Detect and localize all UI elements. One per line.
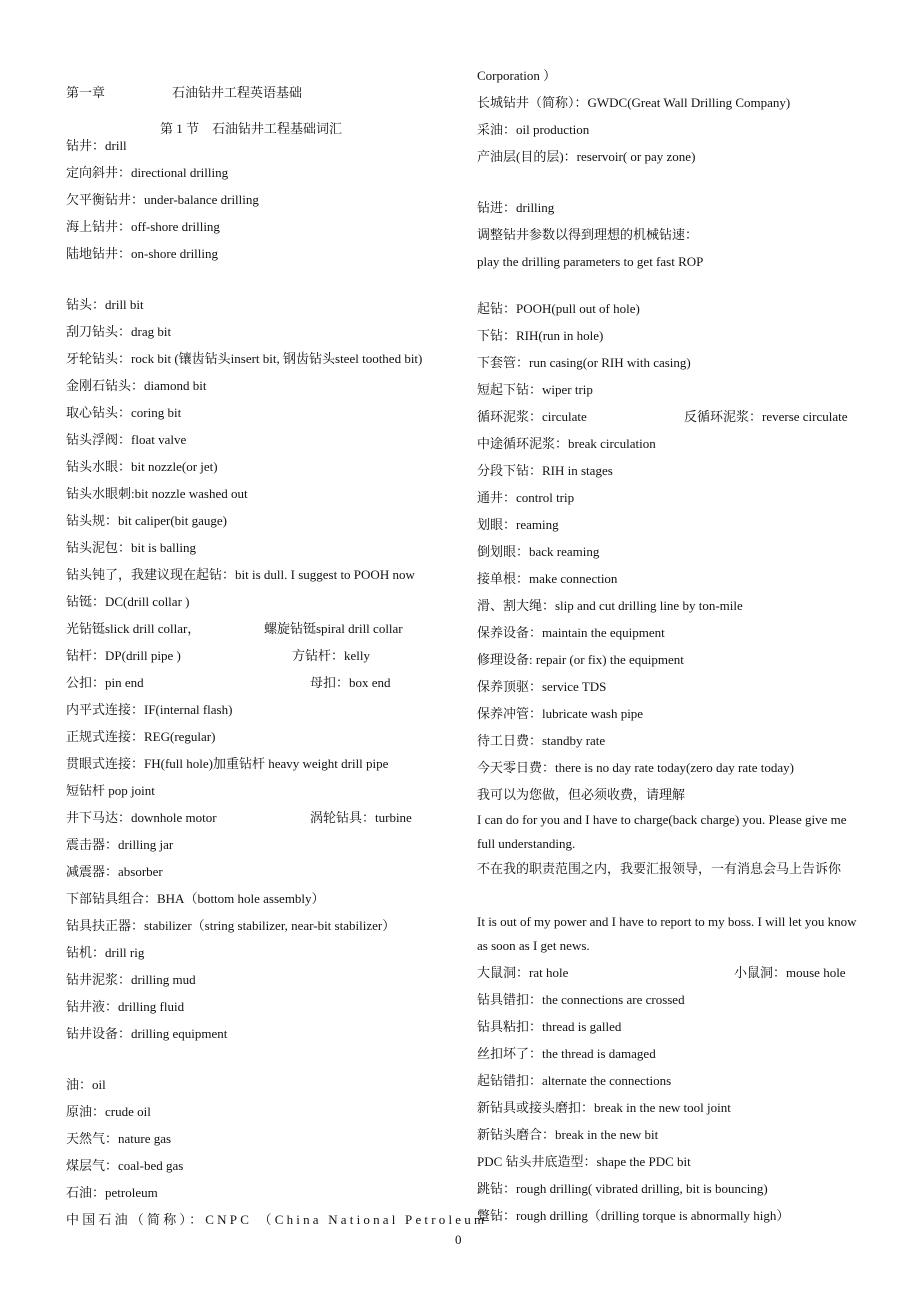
vocab-line [477,1126,658,1143]
vocab-line [477,678,606,695]
line-text: 减震器：absorber [66,864,163,879]
vocab-line [477,327,603,344]
line-text: 钻头水眼刺:bit nozzle washed out [66,486,248,501]
line-text: 井下马达：downhole motor [66,810,217,825]
line-text: 第一章 [66,85,106,100]
vocab-line [66,404,181,421]
line-text: 光钻铤slick drill collar， [66,621,201,636]
vocab-line [66,218,220,235]
line-text-secondary: 螺旋钻铤spiral drill collar [264,621,403,636]
line-text: 不在我的职责范围之内，我要汇报领导，一有消息会马上告诉你 [477,861,842,876]
vocab-line [477,570,617,587]
line-text: 钻铤：DC(drill collar ) [66,594,190,609]
vocab-line [477,543,599,560]
vocab-line [477,624,665,641]
vocab-line [477,408,848,425]
vocab-line [477,516,559,533]
vocab-line [66,728,215,745]
line-text: 短钻杆 pop joint [66,783,155,798]
line-text: 内平式连接：IF(internal flash) [66,702,233,717]
line-text: 钻头浮阀：float valve [66,432,187,447]
line-text: 接单根：make connection [477,571,618,586]
line-text: 钻头水眼：bit nozzle(or jet) [66,459,218,474]
vocab-line [66,917,395,934]
line-text: Corporation ） [477,68,557,83]
line-text: 钻进：drilling [477,200,555,215]
vocab-line [477,597,743,614]
vocab-line [66,890,325,907]
line-text: 起钻错扣：alternate the connections [477,1073,672,1088]
line-text-secondary: 石油钻井工程英语基础 [172,85,303,100]
vocab-line [66,674,391,691]
vocab-line [66,566,415,583]
vocab-line [477,435,656,452]
line-text: play the drilling parameters to get fast ROP [477,254,704,269]
line-text: 正规式连接：REG(regular) [66,729,216,744]
line-text: 钻头：drill bit [66,297,144,312]
vocab-line [477,857,861,881]
line-text: 丝扣坏了：the thread is damaged [477,1046,656,1061]
vocab-line [66,1103,151,1120]
line-text: 取心钻头：coring bit [66,405,182,420]
vocab-line [66,647,370,664]
line-text: 石油：petroleum [66,1185,158,1200]
line-text: 钻井泥浆：drilling mud [66,972,196,987]
vocab-line [477,226,698,243]
vocab-line [66,782,155,799]
vocab-line [66,593,189,610]
chapter-heading [66,84,303,101]
line-text: 油：oil [66,1077,106,1092]
vocab-line [477,808,861,856]
vocab-line [66,944,144,961]
line-text: 金刚石钻头：diamond bit [66,378,207,393]
vocab-line [66,863,163,880]
line-text: 下套管：run casing(or RIH with casing) [477,355,691,370]
vocab-line [66,164,228,181]
line-text: It is out of my power and I have to report to my boss. I will let you know as soon as I get news. [477,914,857,953]
vocab-line [477,1018,621,1035]
section-heading [160,120,342,137]
line-text-secondary: 涡轮钻具：turbine [310,810,412,825]
vocab-line [477,462,613,479]
line-text: 贯眼式连接：FH(full hole)加重钻杆 heavy weight drill pipe [66,756,389,771]
line-text: 定向斜井：directional drilling [66,165,229,180]
line-text: 钻杆：DP(drill pipe ) [66,648,181,663]
line-text: 煤层气：coal-bed gas [66,1158,184,1173]
vocab-line [66,1076,106,1093]
vocab-line [477,1153,691,1170]
line-text: 新钻头磨合：break in the new bit [477,1127,659,1142]
line-text: 钻具错扣：the connections are crossed [477,992,685,1007]
vocab-line [66,998,184,1015]
line-text: 钻井：drill [66,138,127,153]
vocab-line [477,1207,789,1224]
line-text: I can do for you and I have to charge(back charge) you. Please give me full understanding. [477,812,847,851]
vocab-line [66,323,171,340]
vocab-line [477,199,554,216]
vocab-line [477,991,685,1008]
line-text: 调整钻井参数以得到理想的机械钻速： [477,227,699,242]
vocab-line [66,539,196,556]
line-text: 牙轮钻头：rock bit (镶齿钻头insert bit, 钢齿钻头steel toothed bit) [66,351,423,366]
vocab-line [66,377,206,394]
line-text: 公扣：pin end [66,675,144,690]
vocab-line [66,137,127,154]
vocab-line [477,1180,768,1197]
line-text: 下部钻具组合：BHA（bottom hole assembly） [66,891,325,906]
vocab-line [477,489,574,506]
line-text: 钻头规：bit caliper(bit gauge) [66,513,228,528]
line-text: 钻井液：drilling fluid [66,999,185,1014]
vocab-line [477,94,790,111]
line-text: 起钻：POOH(pull out of hole) [477,301,640,316]
line-text-secondary: 母扣：box end [310,675,391,690]
line-text: 中途循环泥浆：break circulation [477,436,656,451]
line-text-secondary: 小鼠洞：mouse hole [734,965,846,980]
line-text-secondary: 反循环泥浆：reverse circulate [684,409,848,424]
page-number: 0 [455,1232,462,1247]
line-text: 我可以为您做，但必须收费，请理解 [477,787,686,802]
vocab-line [66,458,218,475]
line-text: 刮刀钻头：drag bit [66,324,172,339]
line-text: 下钻：RIH(run in hole) [477,328,604,343]
vocab-line [477,759,794,776]
vocab-line [66,836,173,853]
line-text: 中国石油（简称）：CNPC （China National Petroleum [66,1212,488,1227]
line-text-secondary: 方钻杆：kelly [292,648,370,663]
line-text: 短起下钻：wiper trip [477,382,593,397]
vocab-line [66,1157,183,1174]
line-text: 保养冲管：lubricate wash pipe [477,706,644,721]
vocab-line [66,1130,171,1147]
vocab-line [66,701,232,718]
vocab-line [477,148,695,165]
vocab-line [477,1099,731,1116]
line-text: 大鼠洞：rat hole [477,965,569,980]
line-text: 采油：oil production [477,122,590,137]
vocab-line [66,1211,488,1228]
line-text: 蹩钻：rough drilling（drilling torque is abnormally high） [477,1208,790,1223]
line-text: 钻机：drill rig [66,945,145,960]
vocab-line [477,910,861,958]
line-text: 滑、割大绳：slip and cut drilling line by ton-mile [477,598,743,613]
line-text: 震击器：drilling jar [66,837,174,852]
vocab-line [477,732,605,749]
line-text: 海上钻井：off-shore drilling [66,219,220,234]
vocab-line [66,809,412,826]
line-text: 长城钻井（简称）：GWDC(Great Wall Drilling Company) [477,95,791,110]
vocab-line [66,755,388,772]
vocab-line [66,971,196,988]
line-text: 欠平衡钻井：under-balance drilling [66,192,259,207]
vocab-line [477,300,640,317]
line-text: PDC 钻头井底造型：shape the PDC bit [477,1154,691,1169]
vocab-line [477,354,691,371]
vocab-line [477,651,684,668]
line-text: 保养设备：maintain the equipment [477,625,665,640]
vocab-line [477,1045,656,1062]
vocab-line [66,431,186,448]
line-text: 倒划眼：back reaming [477,544,600,559]
vocab-line [66,350,422,367]
line-text: 待工日费：standby rate [477,733,606,748]
line-text: 通井：control trip [477,490,575,505]
line-text: 钻头钝了，我建议现在起钻：bit is dull. I suggest to POOH now [66,567,415,582]
line-text: 修理设备: repair (or fix) the equipment [477,652,684,667]
vocab-line [66,245,218,262]
vocab-line [477,381,593,398]
line-text: 钻具粘扣：thread is galled [477,1019,622,1034]
line-text: 钻井设备：drilling equipment [66,1026,228,1041]
line-text: 原油：crude oil [66,1104,151,1119]
vocab-line [477,705,643,722]
vocab-line [66,620,403,637]
line-text: 新钻具或接头磨扣：break in the new tool joint [477,1100,731,1115]
line-text: 分段下钻：RIH in stages [477,463,613,478]
vocab-line [477,964,846,981]
vocab-line [477,1072,671,1089]
line-text: 跳钻：rough drilling( vibrated drilling, bit is bouncing) [477,1181,768,1196]
vocab-line [477,121,589,138]
vocab-line [66,1025,227,1042]
vocab-line [66,485,248,502]
vocab-line [66,191,259,208]
line-text: 第 1 节 石油钻井工程基础词汇 [160,121,343,136]
vocab-line [66,512,227,529]
vocab-line [66,1184,158,1201]
line-text: 陆地钻井：on-shore drilling [66,246,219,261]
line-text: 产油层(目的层)：reservoir( or pay zone) [477,149,696,164]
line-text: 今天零日费：there is no day rate today(zero day rate today) [477,760,794,775]
line-text: 钻具扶正器：stabilizer（string stabilizer, near-bit stabilizer） [66,918,396,933]
line-text: 划眼：reaming [477,517,559,532]
vocab-line [477,786,685,803]
vocab-line [477,67,556,84]
vocab-line [477,253,703,270]
line-text: 循环泥浆：circulate [477,409,587,424]
line-text: 天然气：nature gas [66,1131,172,1146]
line-text: 钻头泥包：bit is balling [66,540,197,555]
line-text: 保养顶驱：service TDS [477,679,607,694]
vocab-line [66,296,144,313]
